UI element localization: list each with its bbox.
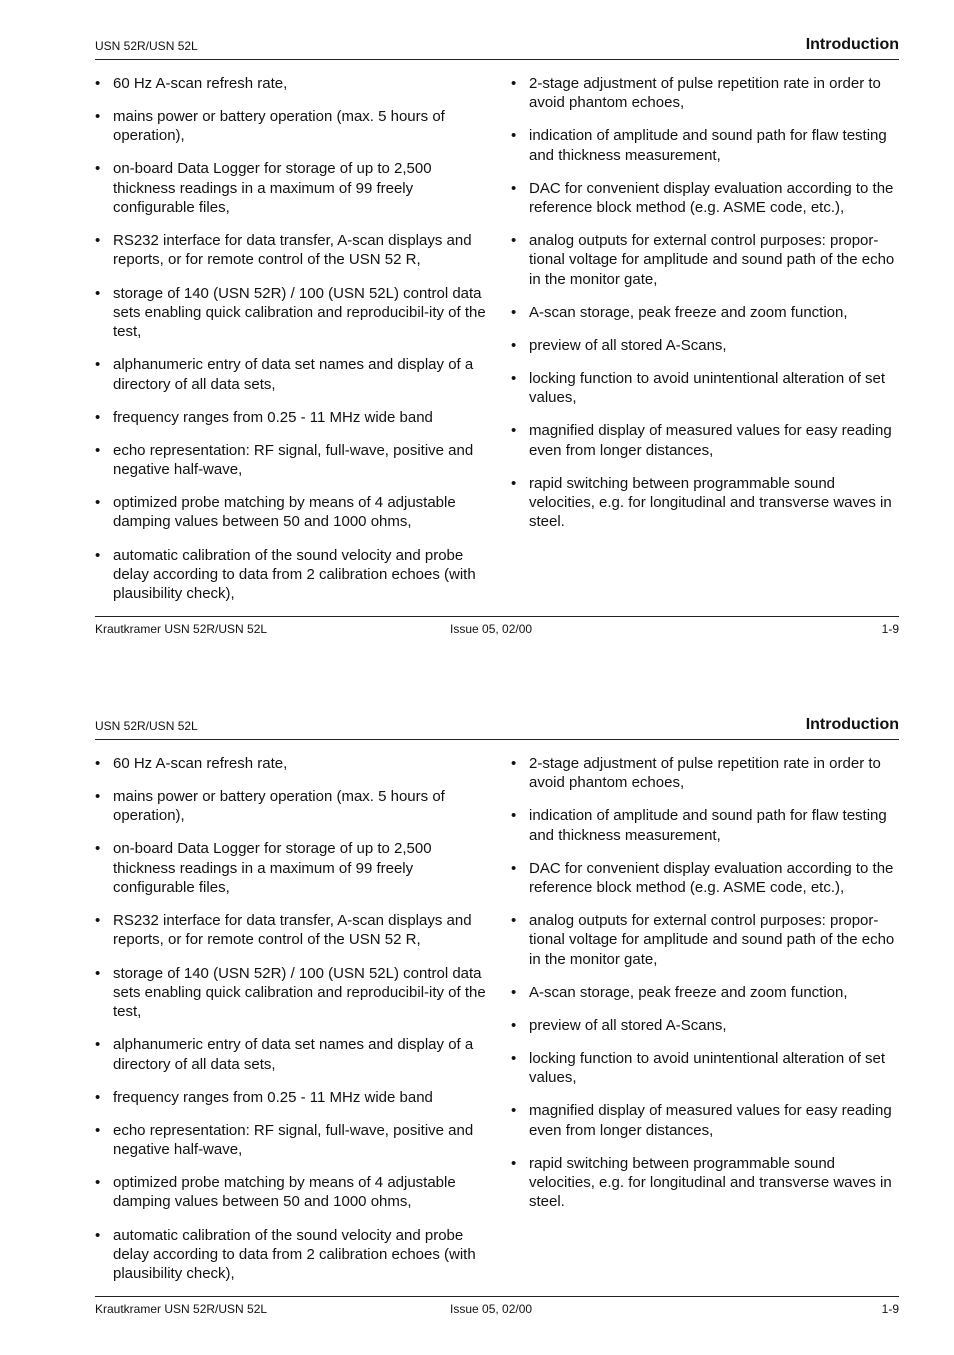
- list-item-text: locking function to avoid unintentional alteration of set values,: [529, 1050, 886, 1087]
- header-section-title: Introduction: [805, 716, 899, 733]
- list-item: [95, 964, 489, 1022]
- list-item: [511, 1049, 903, 1088]
- bullet-icon: •: [95, 1226, 101, 1244]
- list-item: [95, 355, 489, 394]
- list-item: [511, 911, 903, 969]
- list-item: [95, 284, 489, 342]
- list-item: [511, 1154, 903, 1212]
- list-item-text: A-scan storage, peak freeze and zoom function,: [529, 983, 848, 1001]
- bullet-icon: •: [95, 912, 101, 930]
- list-item-text: storage of 140 (USN 52R) / 100 (USN 52L) control data sets enabling quick calibration and reproducibil-ity of the test,: [113, 284, 486, 341]
- bullet-icon: •: [95, 441, 101, 459]
- list-item: [95, 546, 489, 604]
- list-item: [511, 231, 903, 289]
- list-item: [511, 983, 903, 1002]
- bullet-icon: •: [95, 1036, 101, 1054]
- list-item-text: optimized probe matching by means of 4 adjustable damping values between 50 and 1000 ohms,: [113, 1174, 456, 1211]
- list-item: [95, 231, 489, 270]
- list-item-text: echo representation: RF signal, full-wave, positive and negative half-wave,: [113, 441, 474, 479]
- list-item: [95, 839, 489, 897]
- bullet-icon: •: [95, 788, 101, 806]
- list-item-text: magnified display of measured values for easy reading even from longer distances,: [529, 422, 892, 459]
- header-divider: [95, 59, 899, 60]
- document-page: [0, 680, 954, 1355]
- bullet-icon: •: [511, 370, 517, 388]
- list-item-text: on-board Data Logger for storage of up to 2,500 thickness readings in a maximum of 99 freely configurable files,: [113, 160, 432, 217]
- list-item-text: preview of all stored A-Scans,: [529, 1016, 727, 1034]
- bullet-icon: •: [511, 336, 517, 354]
- footer-page-number: 1-9: [881, 622, 899, 636]
- list-item-text: indication of amplitude and sound path for flaw testing and thickness measurement,: [529, 127, 887, 164]
- list-item-text: RS232 interface for data transfer, A-scan displays and reports, or for remote control of the USN 52 R,: [113, 912, 472, 949]
- document-page: [0, 0, 954, 675]
- list-item-text: A-scan storage, peak freeze and zoom function,: [529, 303, 848, 321]
- bullet-icon: •: [95, 284, 101, 302]
- bullet-icon: •: [95, 546, 101, 564]
- bullet-icon: •: [95, 1174, 101, 1192]
- header-divider: [95, 739, 899, 740]
- list-item: [95, 1173, 489, 1212]
- list-item-text: storage of 140 (USN 52R) / 100 (USN 52L) control data sets enabling quick calibration and reproducibil-ity of the test,: [113, 964, 486, 1021]
- list-item-text: RS232 interface for data transfer, A-scan displays and reports, or for remote control of the USN 52 R,: [113, 232, 472, 269]
- bullet-icon: •: [511, 807, 517, 825]
- list-item-text: mains power or battery operation (max. 5 hours of operation),: [113, 108, 445, 145]
- list-item: [95, 1035, 489, 1074]
- list-item: [95, 441, 489, 480]
- bullet-icon: •: [511, 303, 517, 321]
- list-item-text: automatic calibration of the sound velocity and probe delay according to data from 2 calibration echoes (with plausibility check),: [113, 546, 476, 603]
- list-item-text: rapid switching between programmable sound velocities, e.g. for longitudinal and transverse waves in steel.: [529, 474, 892, 531]
- bullet-icon: •: [511, 912, 517, 930]
- footer-divider: [95, 616, 899, 617]
- bullet-icon: •: [511, 1016, 517, 1034]
- bullet-icon: •: [95, 160, 101, 178]
- list-item: [511, 859, 903, 898]
- list-item: [511, 1101, 903, 1140]
- bullet-icon: •: [511, 1102, 517, 1120]
- list-item: [95, 1226, 489, 1284]
- list-item-text: mains power or battery operation (max. 5 hours of operation),: [113, 788, 445, 825]
- bullet-icon: •: [95, 356, 101, 374]
- list-item: [511, 303, 903, 322]
- bullet-icon: •: [511, 755, 517, 772]
- list-item-text: analog outputs for external control purposes: propor-tional voltage for amplitude and sound path of the echo in the monitor gate,: [529, 912, 895, 968]
- bullet-icon: •: [95, 75, 101, 92]
- list-item: [511, 474, 903, 532]
- list-item-text: indication of amplitude and sound path for flaw testing and thickness measurement,: [529, 807, 887, 844]
- bullet-icon: •: [511, 983, 517, 1001]
- list-item: [511, 369, 903, 408]
- list-item: [95, 107, 489, 146]
- bullet-icon: •: [95, 232, 101, 250]
- list-item: [511, 336, 903, 355]
- list-item-text: DAC for convenient display evaluation according to the reference block method (e.g. ASME code, etc.),: [529, 859, 894, 897]
- list-item-text: rapid switching between programmable sound velocities, e.g. for longitudinal and transverse waves in steel.: [529, 1154, 892, 1211]
- list-item: [511, 126, 903, 165]
- footer-publisher: Krautkramer USN 52R/USN 52L: [95, 1302, 268, 1316]
- list-item: [511, 1016, 903, 1035]
- list-item-text: alphanumeric entry of data set names and display of a directory of all data sets,: [113, 356, 474, 393]
- bullet-icon: •: [95, 108, 101, 126]
- list-item-text: automatic calibration of the sound velocity and probe delay according to data from 2 calibration echoes (with plausibility check),: [113, 1226, 476, 1283]
- bullet-icon: •: [95, 494, 101, 512]
- bullet-icon: •: [511, 1154, 517, 1172]
- list-item: [95, 159, 489, 217]
- list-item-text: 2-stage adjustment of pulse repetition rate in order to avoid phantom echoes,: [529, 75, 881, 112]
- bullet-icon: •: [95, 755, 101, 772]
- list-item: [95, 754, 489, 773]
- list-item-text: frequency ranges from 0.25 - 11 MHz wide band: [113, 408, 433, 426]
- list-item-text: frequency ranges from 0.25 - 11 MHz wide band: [113, 1088, 433, 1106]
- list-item: [95, 74, 489, 93]
- bullet-icon: •: [511, 75, 517, 92]
- list-item: [511, 806, 903, 845]
- list-item-text: preview of all stored A-Scans,: [529, 336, 727, 354]
- list-item-text: analog outputs for external control purposes: propor-tional voltage for amplitude and sound path of the echo in the monitor gate,: [529, 232, 895, 288]
- header-section-title: Introduction: [805, 36, 899, 53]
- bullet-icon: •: [511, 422, 517, 440]
- bullet-icon: •: [511, 1050, 517, 1068]
- list-item-text: magnified display of measured values for easy reading even from longer distances,: [529, 1102, 892, 1139]
- list-item: [511, 754, 903, 793]
- bullet-icon: •: [95, 1088, 101, 1106]
- list-item: [95, 1088, 489, 1107]
- list-item: [511, 74, 903, 113]
- list-item: [95, 1121, 489, 1160]
- header-doc-title: USN 52R/USN 52L: [95, 719, 198, 733]
- bullet-icon: •: [95, 840, 101, 858]
- bullet-icon: •: [95, 964, 101, 982]
- footer-divider: [95, 1296, 899, 1297]
- footer-issue: Issue 05, 02/00: [450, 1302, 533, 1316]
- feature-list-left: [95, 74, 489, 617]
- list-item-text: DAC for convenient display evaluation according to the reference block method (e.g. ASME code, etc.),: [529, 179, 894, 217]
- list-item-text: alphanumeric entry of data set names and display of a directory of all data sets,: [113, 1036, 474, 1073]
- list-item-text: 2-stage adjustment of pulse repetition rate in order to avoid phantom echoes,: [529, 755, 881, 792]
- footer-issue: Issue 05, 02/00: [450, 622, 533, 636]
- bullet-icon: •: [511, 859, 517, 877]
- list-item-text: optimized probe matching by means of 4 adjustable damping values between 50 and 1000 ohms,: [113, 494, 456, 531]
- feature-list-left: [95, 754, 489, 1297]
- bullet-icon: •: [95, 408, 101, 426]
- feature-list-right: [511, 754, 903, 1226]
- footer-page-number: 1-9: [881, 1302, 899, 1316]
- bullet-icon: •: [511, 179, 517, 197]
- list-item: [95, 493, 489, 532]
- list-item: [95, 911, 489, 950]
- list-item: [511, 179, 903, 218]
- bullet-icon: •: [95, 1121, 101, 1139]
- feature-list-right: [511, 74, 903, 546]
- list-item: [511, 421, 903, 460]
- list-item: [95, 408, 489, 427]
- footer-publisher: Krautkramer USN 52R/USN 52L: [95, 622, 268, 636]
- bullet-icon: •: [511, 127, 517, 145]
- list-item: [95, 787, 489, 826]
- bullet-icon: •: [511, 474, 517, 492]
- list-item-text: echo representation: RF signal, full-wave, positive and negative half-wave,: [113, 1121, 474, 1159]
- list-item-text: 60 Hz A-scan refresh rate,: [113, 75, 288, 92]
- list-item-text: locking function to avoid unintentional alteration of set values,: [529, 370, 886, 407]
- list-item-text: 60 Hz A-scan refresh rate,: [113, 755, 288, 772]
- list-item-text: on-board Data Logger for storage of up to 2,500 thickness readings in a maximum of 99 freely configurable files,: [113, 840, 432, 897]
- bullet-icon: •: [511, 232, 517, 250]
- header-doc-title: USN 52R/USN 52L: [95, 39, 198, 53]
